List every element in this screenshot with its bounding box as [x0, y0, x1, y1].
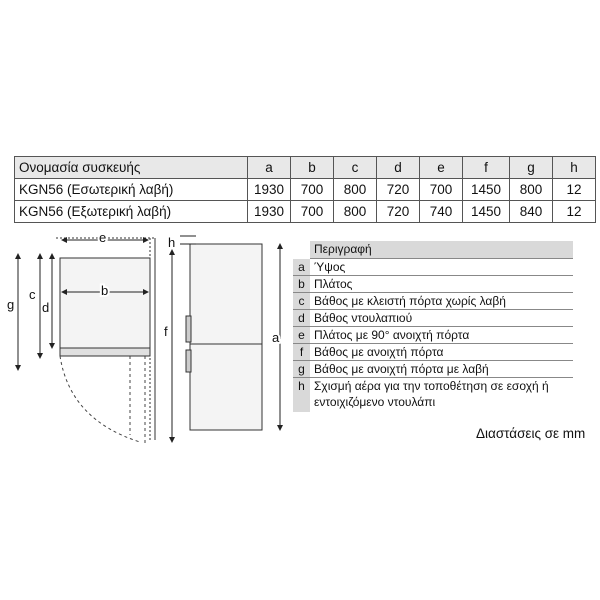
table-cell: 700 — [291, 201, 334, 223]
legend-desc: Βάθος με ανοιχτή πόρτα με λαβή — [314, 362, 489, 376]
column-header: h — [553, 157, 596, 179]
legend-key: f — [293, 344, 310, 360]
legend-desc: Βάθος με ανοιχτή πόρτα — [314, 345, 444, 359]
table-row — [15, 201, 596, 223]
table-row — [15, 179, 596, 201]
legend-key: g — [293, 361, 310, 377]
table-cell: 1930 — [248, 179, 291, 201]
table-cell: 800 — [334, 179, 377, 201]
table-cell: 800 — [334, 201, 377, 223]
legend-item — [293, 344, 573, 361]
legend-desc: Πλάτος — [314, 277, 353, 291]
dim-label-d: d — [42, 300, 50, 315]
legend-title: Περιγραφή — [310, 241, 573, 259]
table-cell: 800 — [510, 179, 553, 201]
legend-item — [293, 293, 573, 310]
column-header: e — [420, 157, 463, 179]
legend-item — [293, 327, 573, 344]
dim-label-a: a — [272, 330, 280, 345]
table-cell: 740 — [420, 201, 463, 223]
table-cell: 700 — [291, 179, 334, 201]
table-cell: KGN56 (Εσωτερική λαβή) — [15, 179, 248, 201]
dim-label-e: e — [99, 230, 107, 245]
dim-label-g: g — [7, 297, 15, 312]
table-header-row — [15, 157, 596, 179]
legend-key: d — [293, 310, 310, 326]
top-view-appliance — [60, 258, 150, 350]
legend-desc: Ύψος — [314, 260, 346, 274]
table-cell: 12 — [553, 179, 596, 201]
legend-item — [293, 276, 573, 293]
table-cell: 12 — [553, 201, 596, 223]
top-view-door — [60, 348, 150, 356]
table-cell: 720 — [377, 201, 420, 223]
dimensions-table — [14, 156, 596, 223]
table-cell: 1930 — [248, 201, 291, 223]
legend-desc: Βάθος με κλειστή πόρτα χωρίς λαβή — [314, 294, 506, 308]
table-cell: KGN56 (Εξωτερική λαβή) — [15, 201, 248, 223]
dim-label-b: b — [101, 283, 109, 298]
column-header: b — [291, 157, 334, 179]
column-header: f — [463, 157, 510, 179]
column-header: g — [510, 157, 553, 179]
dimension-drawing — [0, 230, 300, 600]
legend-key: e — [293, 327, 310, 343]
column-header: Ονομασία συσκευής — [15, 157, 248, 179]
door-swing-arc — [60, 356, 140, 442]
legend-desc: Σχισμή αέρα για την τοποθέτηση σε εσοχή ή εντοιχιζόμενο ντουλάπι — [314, 379, 549, 409]
legend-item — [293, 259, 573, 276]
units-caption: Διαστάσεις σε mm — [476, 426, 586, 441]
legend-key: c — [293, 293, 310, 309]
column-header: a — [248, 157, 291, 179]
table-cell: 720 — [377, 179, 420, 201]
table-cell: 1450 — [463, 179, 510, 201]
table-cell: 840 — [510, 201, 553, 223]
column-header: c — [334, 157, 377, 179]
legend-key: a — [293, 259, 310, 275]
dim-label-f: f — [164, 324, 168, 339]
legend-desc: Βάθος ντουλαπιού — [314, 311, 413, 325]
legend-item — [293, 378, 573, 412]
legend-item — [293, 361, 573, 378]
legend-desc: Πλάτος με 90° ανοιχτή πόρτα — [314, 328, 470, 342]
side-view-appliance — [186, 244, 262, 430]
dim-label-h: h — [168, 235, 176, 250]
table-cell: 1450 — [463, 201, 510, 223]
legend — [293, 241, 573, 412]
legend-key: b — [293, 276, 310, 292]
legend-key: h — [293, 378, 310, 412]
table-cell: 700 — [420, 179, 463, 201]
column-header: d — [377, 157, 420, 179]
dim-label-c: c — [29, 287, 36, 302]
legend-item — [293, 310, 573, 327]
